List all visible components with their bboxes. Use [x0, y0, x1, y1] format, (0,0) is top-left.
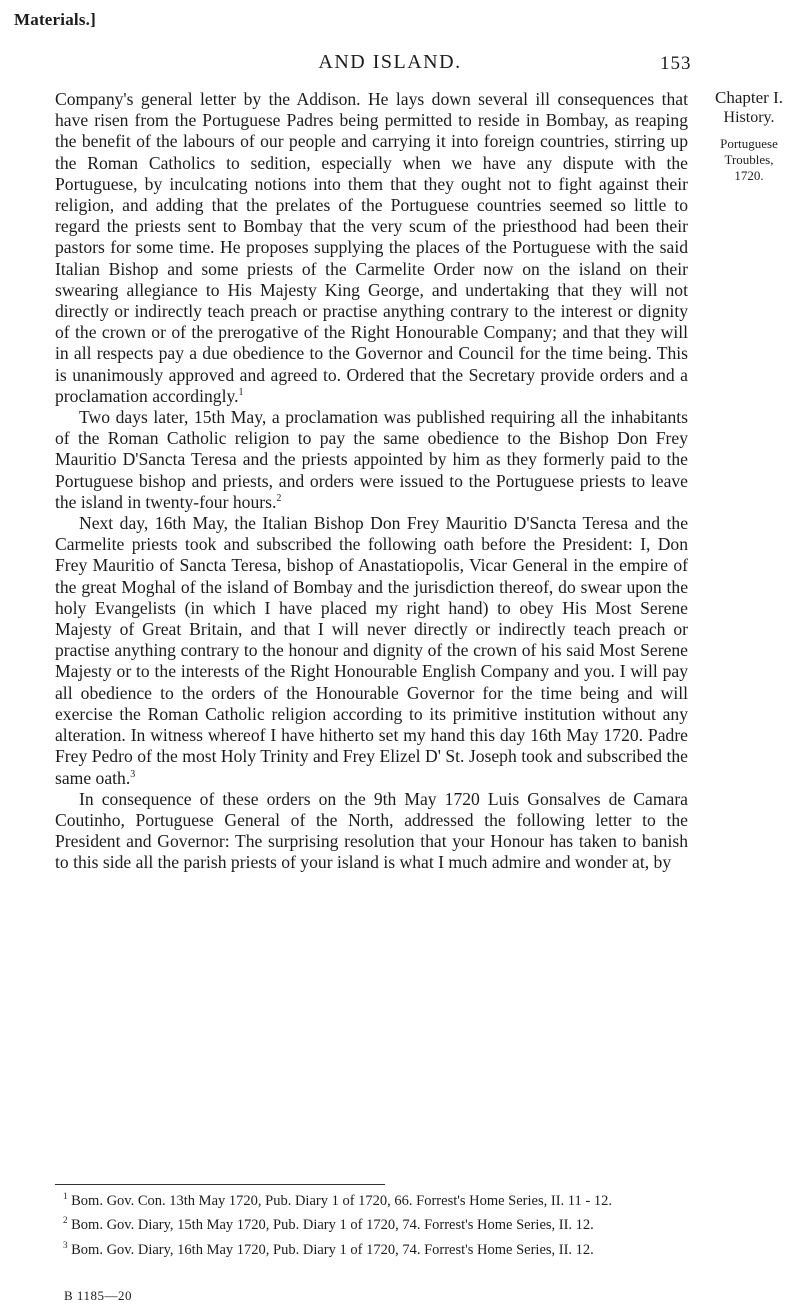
main-text: [55, 89, 688, 874]
paragraph-text: Next day, 16th May, the Italian Bishop Don Frey Mauritio D'Sancta Teresa and the Carmelite priests took and subscribed the following oath before the President: I, Don Frey Mauritio of Sancta Teresa, bishop of Anastatiopolis, Vicar General in the empire of the great Moghal of the island of Bombay and the jurisdiction thereof, do swear upon the holy Evangelists (in which I have placed my right hand) to obey His Most Serene Majesty of Great Britain, and that I will never directly or indirectly teach preach or practise anything contrary to the honour and dignity of the crown of his said Most Serene Majesty or to the interests of the Right Honourable English Company and you. I will pay all obedience to the orders of the Honourable Governor for the time being and will exercise the Roman Catholic religion according to its primitive institution without any alteration. In witness whereof I have hitherto set my hand this day 16th May 1720. Padre Frey Pedro of the most Holy Trinity and Frey Elizel D' St. Joseph took and subscribed the same oath.: [55, 513, 688, 788]
footnote-text: Bom. Gov. Con. 13th May 1720, Pub. Diary 1 of 1720, 66. Forrest's Home Series, II. 11 - 12.: [71, 1192, 612, 1209]
footnote: [55, 1237, 695, 1259]
section-heading: Materials.]: [14, 10, 96, 29]
paragraph-3: [55, 513, 688, 789]
footnote: [55, 1188, 695, 1210]
footnote-text: Bom. Gov. Diary, 15th May 1720, Pub. Diary 1 of 1720, 74. Forrest's Home Series, II. 12.: [71, 1217, 594, 1234]
marginal-notes: [703, 88, 795, 184]
footnote-ref: 2: [276, 493, 282, 504]
footnote-divider: [55, 1184, 385, 1185]
paragraph-text: Two days later, 15th May, a proclamation was published requiring all the inhabitants of the Roman Catholic religion to pay the same obedience to the Bishop Don Frey Mauritio D'Sancta Teresa and the priests appointed by him as they formerly paid to the Portuguese bishop and priests, and orders were issued to the Portuguese priests to leave the island in twenty-four hours.: [55, 407, 688, 512]
footnote-mark: 2: [63, 1215, 68, 1226]
footnote-text: Bom. Gov. Diary, 16th May 1720, Pub. Diary 1 of 1720, 74. Forrest's Home Series, II. 12.: [71, 1241, 594, 1258]
paragraph-1: [55, 89, 688, 407]
footnote-ref: 3: [130, 768, 136, 780]
paragraph-text: In consequence of these orders on the 9th May 1720 Luis Gonsalves de Camara Coutinho, Portuguese General of the North, addressed the following letter to the President and Governor: The surprising resolution that your Honour has taken to banish to this side all the parish priests of your island is what I much admire and wonder at, by: [55, 788, 688, 873]
footnote-ref: 1: [238, 386, 244, 398]
paragraph-4: [55, 789, 688, 874]
margin-topic-line1: Portuguese: [720, 136, 778, 151]
margin-topic-line2: Troubles,: [724, 152, 774, 167]
page-number: 153: [660, 53, 692, 74]
margin-chapter: Chapter I.: [715, 88, 783, 107]
running-title: AND ISLAND.: [318, 51, 462, 73]
printer-signature: B 1185—20: [64, 1288, 132, 1303]
margin-history: History.: [723, 109, 775, 126]
footnotes: [55, 1188, 695, 1261]
footnote-mark: 1: [63, 1191, 68, 1201]
footnote: [55, 1212, 695, 1234]
paragraph-text: Company's general letter by the Addison. He lays down several ill consequences that have risen from the Portuguese Padres being permitted to reside in Bombay, as reaping the benefit of the labours of our people and carrying it into foreign countries, stirring up the Roman Catholics to sedition, especially when we have any dispute with the Portuguese, by inculcating notions into them that they ought not to fight against their religion, and adding that the prelates of the Portuguese countries seemed so little to regard the priests sent to Bombay that the very scum of the priesthood had been their pastors for some time. He proposes supplying the places of the Portuguese with the said Italian Bishop and some priests of the Carmelite Order now on the island on their swearing allegiance to His Majesty King George, and undertaking that they will not directly or indirectly teach preach or practise anything contrary to the interest or dignity of the crown or of the prerogative of the Right Honourable Company; and that they will in all respects pay a due obedience to the Governor and Council for the time being. This is unanimously approved and agreed to. Ordered that the Secretary provide orders and a proclamation accordingly.: [55, 89, 688, 406]
footnote-mark: 3: [63, 1239, 68, 1250]
margin-year: 1720.: [734, 168, 764, 183]
paragraph-2: [55, 407, 688, 513]
